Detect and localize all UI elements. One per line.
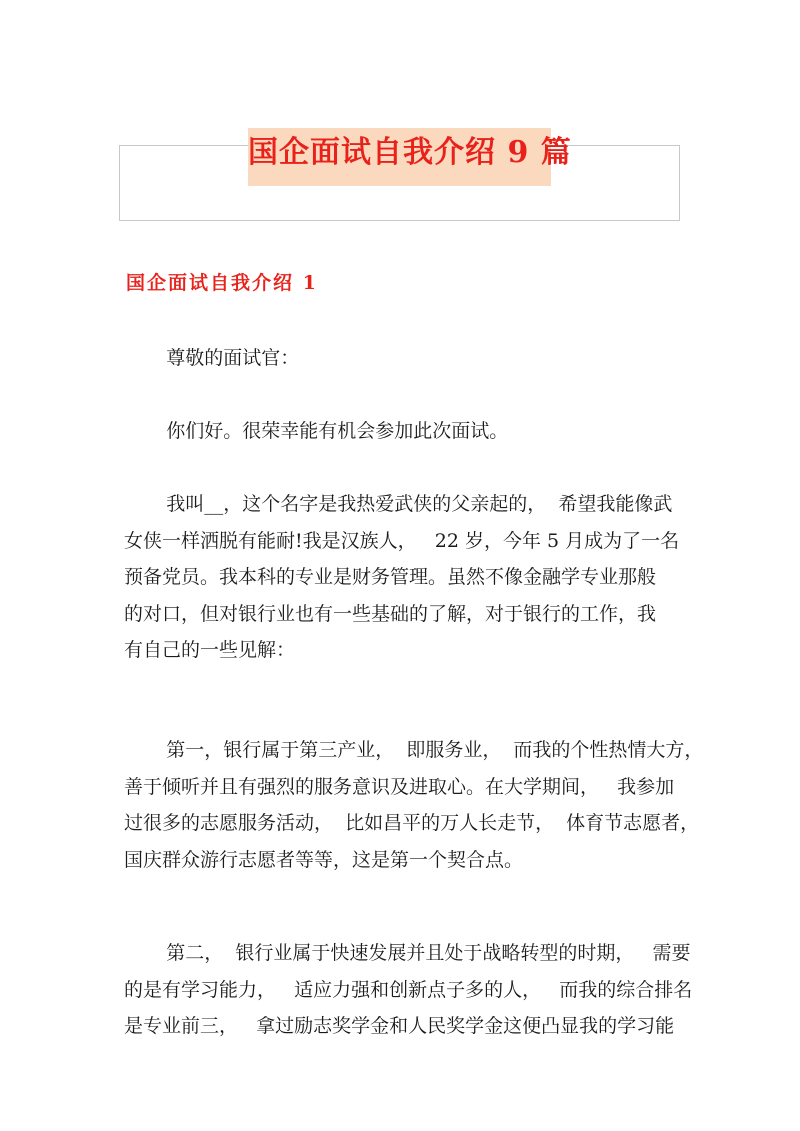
section-heading: 国企面试自我介绍 1 [126, 272, 318, 294]
document-title: 国企面试自我介绍 9 篇 [248, 135, 572, 170]
paragraph-greeting [124, 413, 692, 450]
paragraph-line: 女侠一样洒脱有能耐!我是汉族人， 22 岁，今年 5 月成为了一名 [124, 529, 680, 552]
paragraph-line: 我叫__，这个名字是我热爱武侠的父亲起的， 希望我能像武 [124, 493, 673, 515]
paragraph-line: 过很多的志愿服务活动， 比如昌平的万人长走节， 体育节志愿者， [124, 812, 700, 834]
paragraph-line: 善于倾听并且有强烈的服务意识及进取心。在大学期间， 我参加 [124, 775, 675, 798]
paragraph-line: 尊敬的面试官： [124, 347, 300, 369]
paragraph-line: 第一，银行属于第三产业， 即服务业， 而我的个性热情大方， [124, 739, 704, 761]
paragraph-line: 预备党员。我本科的专业是财务管理。虽然不像金融学专业那般 [124, 566, 657, 588]
paragraph-line: 的是有学习能力， 适应力强和创新点子多的人， 而我的综合排名 [124, 978, 693, 1001]
paragraph-line: 有自己的一些见解： [124, 639, 296, 661]
paragraph-introduction [124, 486, 692, 669]
paragraph-line: 是专业前三， 拿过励志奖学金和人民奖学金这便凸显我的学习能 [124, 1015, 675, 1037]
paragraph-line: 你们好。很荣幸能有机会参加此次面试。 [124, 420, 509, 442]
paragraph-line: 国庆群众游行志愿者等等，这是第一个契合点。 [124, 848, 524, 871]
paragraph-line: 第二， 银行业属于快速发展并且处于战略转型的时期， 需要 [124, 942, 691, 964]
paragraph-point-two [124, 935, 692, 1045]
paragraph-point-one [124, 732, 704, 878]
paragraph-line: 的对口，但对银行业也有一些基础的了解，对于银行的工作，我 [124, 602, 657, 625]
paragraph-salutation [124, 340, 692, 377]
